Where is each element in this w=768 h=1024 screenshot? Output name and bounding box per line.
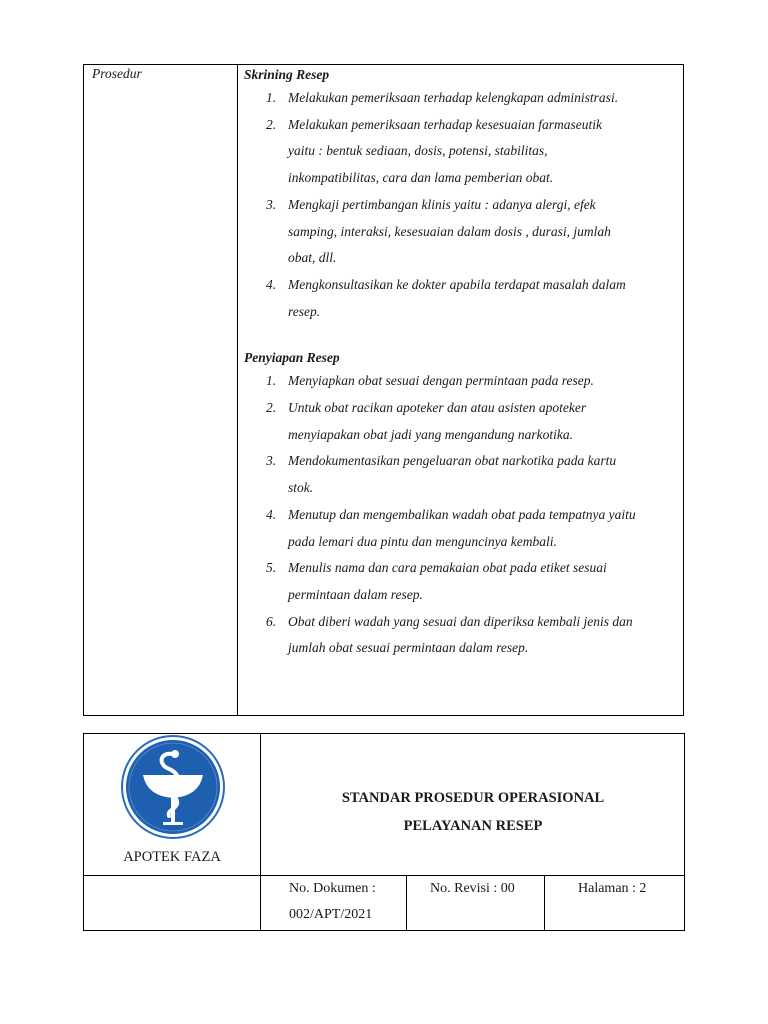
procedure-table <box>83 64 684 716</box>
step-text-line: pada lemari dua pintu dan menguncinya kembali. <box>288 533 557 549</box>
step-item <box>244 192 679 272</box>
document-number-label: No. Dokumen : <box>289 881 376 896</box>
page-number: Halaman : 2 <box>578 881 647 896</box>
sop-title <box>261 784 685 840</box>
step-item <box>244 272 679 325</box>
step-number: 5. <box>266 560 277 576</box>
step-number: 4. <box>266 276 277 292</box>
step-text-line: jumlah obat sesuai permintaan dalam resep. <box>288 640 529 656</box>
step-text-line: Mengkaji pertimbangan klinis yaitu : adanya alergi, efek <box>288 196 596 212</box>
procedure-content <box>244 65 679 662</box>
step-text-line: obat, dll. <box>288 250 337 266</box>
apotek-name: APOTEK FAZA <box>123 849 221 865</box>
step-text-line: Menutup dan mengembalikan wadah obat pada tempatnya yaitu <box>288 506 636 522</box>
step-text-line: resep. <box>288 303 321 319</box>
step-item <box>244 395 679 448</box>
step-text-line: Mendokumentasikan pengeluaran obat narkotika pada kartu <box>288 453 617 469</box>
step-text-line: stok. <box>288 480 314 496</box>
step-number: 3. <box>266 453 277 469</box>
step-item <box>244 609 679 662</box>
step-text-line: Untuk obat racikan apoteker dan atau asisten apoteker <box>288 400 587 416</box>
step-number: 2. <box>266 400 277 416</box>
sop-header-table <box>83 733 685 931</box>
sop-title-line-1: STANDAR PROSEDUR OPERASIONAL <box>341 790 605 806</box>
step-text-line: Melakukan pemeriksaan terhadap kesesuaian farmaseutik <box>288 116 602 132</box>
step-text-line: Obat diberi wadah yang sesuai dan diperiksa kembali jenis dan <box>288 613 633 629</box>
document-number-cell <box>289 876 376 928</box>
step-item <box>244 502 679 555</box>
step-item <box>244 112 679 192</box>
column-divider <box>237 65 238 715</box>
section-title: Penyiapan Resep <box>244 350 340 366</box>
step-text-line: Mengkonsultasikan ke dokter apabila terdapat masalah dalam <box>288 276 626 292</box>
step-number: 1. <box>266 90 277 105</box>
step-number: 4. <box>266 506 277 522</box>
step-text-line: permintaan dalam resep. <box>288 586 423 602</box>
step-text-line: Melakukan pemeriksaan terhadap kelengkapan administrasi. <box>288 90 619 105</box>
step-number: 2. <box>266 116 277 132</box>
step-text-line: Menyiapkan obat sesuai dengan permintaan pada resep. <box>288 373 594 389</box>
step-number: 3. <box>266 196 277 212</box>
step-list <box>244 85 679 325</box>
step-text-line: Menulis nama dan cara pemakaian obat pada etiket sesuai <box>288 560 607 576</box>
step-item <box>244 555 679 608</box>
step-text-line: menyiapakan obat jadi yang mengandung narkotika. <box>288 426 573 442</box>
step-item <box>244 448 679 501</box>
step-number: 6. <box>266 613 277 629</box>
revision-number: No. Revisi : 00 <box>430 881 515 896</box>
section-title: Skrining Resep <box>244 67 330 82</box>
cell-divider-2 <box>544 875 545 930</box>
cell-divider-1 <box>406 875 407 930</box>
step-item <box>244 85 679 112</box>
document-number-value: 002/APT/2021 <box>289 907 373 922</box>
step-number: 1. <box>266 373 277 389</box>
procedure-label: Prosedur <box>92 66 142 81</box>
step-text-line: yaitu : bentuk sediaan, dosis, potensi, stabilitas, <box>288 143 548 159</box>
step-text-line: samping, interaksi, kesesuaian dalam dosis , durasi, jumlah <box>288 223 611 239</box>
sop-title-line-2: PELAYANAN RESEP <box>403 818 543 834</box>
pharmacy-logo-icon <box>121 734 225 840</box>
step-text-line: inkompatibilitas, cara dan lama pemberian obat. <box>288 170 554 186</box>
step-item <box>244 368 679 395</box>
step-list <box>244 368 679 662</box>
